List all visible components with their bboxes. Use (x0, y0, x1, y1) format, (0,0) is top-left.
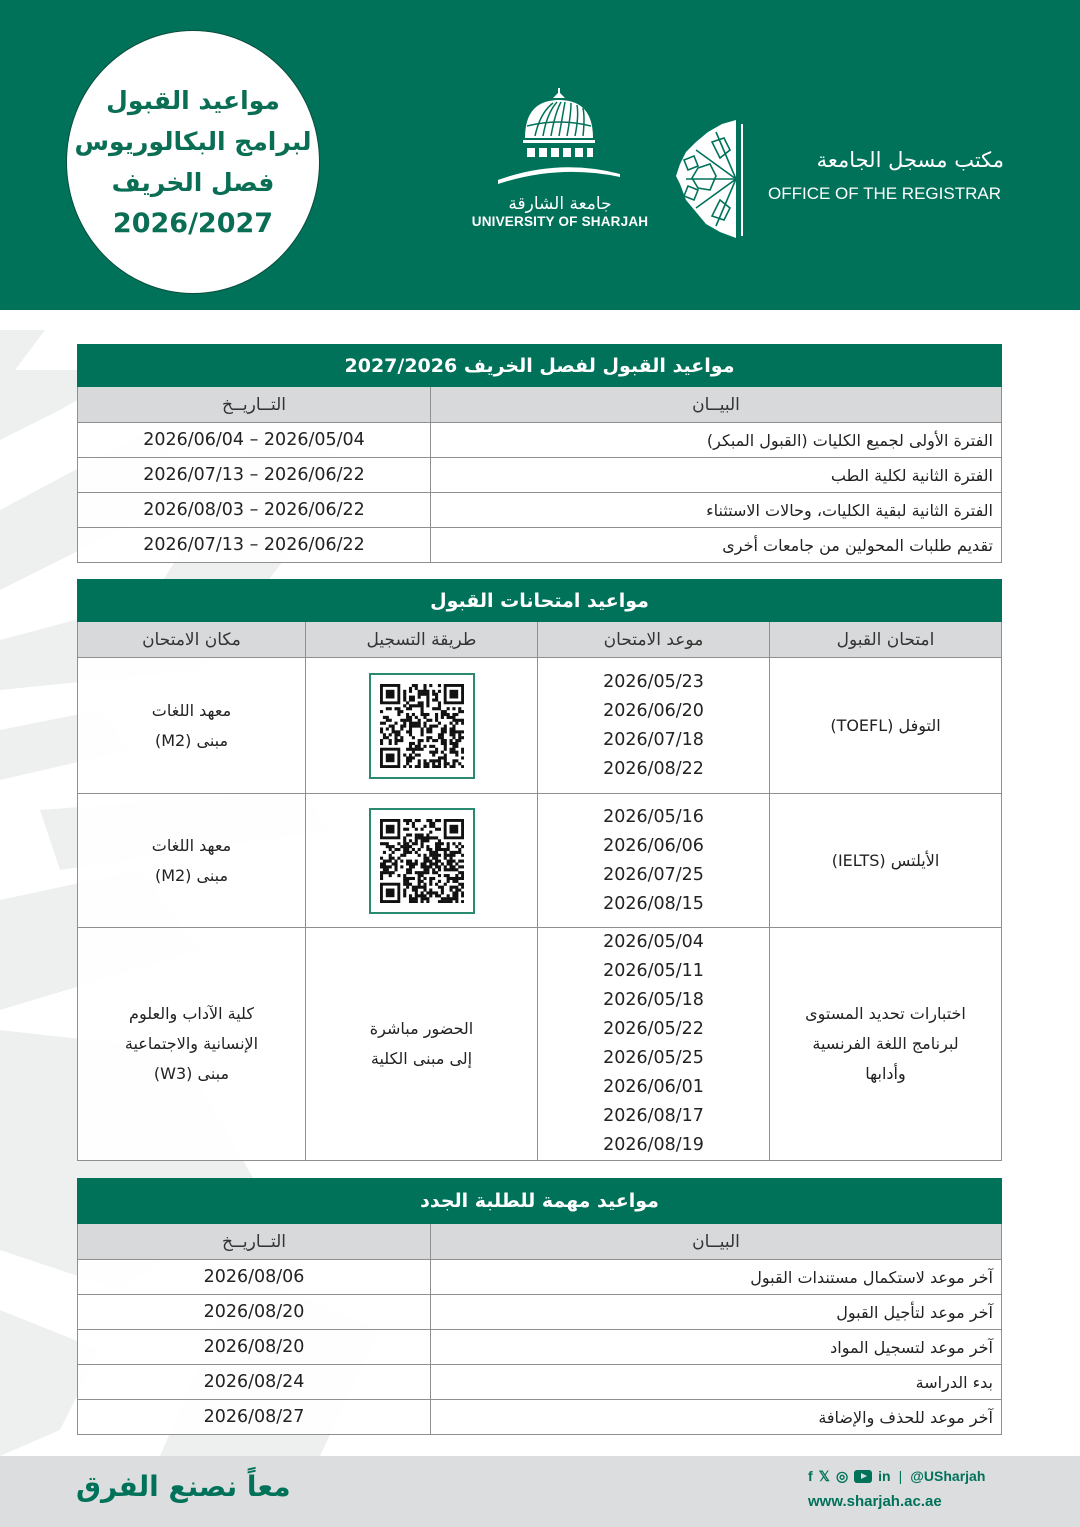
exam-date: 2026/05/16 (603, 806, 704, 827)
exam-date: 2026/08/19 (603, 1135, 704, 1155)
social-links (808, 1468, 985, 1484)
exam-location (78, 658, 306, 794)
row-description: آخر موعد للحذف والإضافة (431, 1400, 1002, 1435)
row-date: 2026/08/20 (78, 1295, 431, 1330)
exam-date: 2026/05/11 (603, 961, 704, 981)
exam-date: 2026/06/01 (603, 1077, 704, 1097)
row-date: 2026/08/03 – 2026/06/22 (78, 493, 431, 528)
exam-name-line: اختبارات تحديد المستوى (805, 1004, 966, 1023)
row-date: 2026/06/04 – 2026/05/04 (78, 423, 431, 458)
row-date: 2026/08/06 (78, 1260, 431, 1295)
exam-name-line: لبرنامج اللغة الفرنسية (812, 1034, 959, 1053)
registration-line: إلى مبنى الكلية (370, 1049, 473, 1068)
footer (0, 1456, 1080, 1527)
column-header-location: مكان الامتحان (78, 622, 306, 658)
column-header-exam: امتحان القبول (770, 622, 1002, 658)
slogan: معاً نصنع الفرق (76, 1470, 291, 1503)
location-line: كلية الآداب والعلوم (129, 1004, 254, 1023)
title-line-3: فصل الخريف (111, 168, 275, 197)
university-name-ar: جامعة الشارقة (508, 194, 612, 214)
location-line: معهد اللغات (151, 700, 232, 720)
admission-exams-table (77, 579, 1002, 1161)
exam-name (770, 928, 1002, 1161)
title-line-1: مواعيد القبول (106, 86, 280, 115)
exam-date: 2026/07/18 (603, 729, 704, 750)
exam-name-line: وأدابها (865, 1064, 906, 1083)
location-line: مبنى (M2) (154, 730, 229, 750)
location-line: مبنى (W3) (153, 1064, 230, 1083)
exam-date: 2026/08/17 (603, 1106, 704, 1126)
exam-date: 2026/08/22 (603, 758, 704, 779)
column-header-registration: طريقة التسجيل (306, 622, 538, 658)
separator: | (898, 1468, 903, 1484)
table-title: مواعيد امتحانات القبول (78, 580, 1002, 622)
row-description: آخر موعد لتسجيل المواد (431, 1330, 1002, 1365)
table-row (78, 423, 1002, 458)
exam-date: 2026/08/15 (603, 893, 704, 914)
row-date: 2026/07/13 – 2026/06/22 (78, 528, 431, 563)
youtube-icon[interactable] (854, 1470, 872, 1483)
table-row (78, 1295, 1002, 1330)
table-row (78, 1400, 1002, 1435)
row-date: 2026/08/24 (78, 1365, 431, 1400)
exam-date: 2026/05/23 (603, 671, 704, 692)
exam-dates (538, 928, 770, 1161)
exam-name: الأيلتس (IELTS) (770, 794, 1002, 928)
new-students-table (77, 1178, 1002, 1435)
exam-location (78, 794, 306, 928)
registration-method (306, 794, 538, 928)
exam-location (78, 928, 306, 1161)
facebook-icon[interactable]: f (808, 1468, 813, 1484)
column-header-description: البيــان (431, 387, 1002, 423)
table-row (78, 1260, 1002, 1295)
table-row (78, 928, 1002, 1161)
registration-method (306, 658, 538, 794)
location-line: معهد اللغات (151, 835, 232, 855)
university-logo (455, 88, 665, 238)
logo-divider (741, 124, 743, 236)
table-title: مواعيد مهمة للطلبة الجدد (78, 1179, 1002, 1224)
row-description: الفترة الثانية لكلية الطب (431, 458, 1002, 493)
table-row (78, 1365, 1002, 1400)
qr-code-icon (380, 819, 464, 903)
table-title: مواعيد القبول لفصل الخريف 2027/2026 (78, 345, 1002, 387)
ielts-qr-code[interactable] (369, 808, 475, 914)
table-row (78, 528, 1002, 563)
table-row (78, 493, 1002, 528)
table-row (78, 458, 1002, 493)
title-badge (66, 30, 320, 294)
exam-dates (538, 658, 770, 794)
column-header-description: البيــان (431, 1224, 1002, 1260)
row-description: آخر موعد لتأجيل القبول (431, 1295, 1002, 1330)
website-link[interactable]: www.sharjah.ac.ae (808, 1493, 942, 1510)
title-year: 2026/2027 (112, 208, 274, 239)
column-header-date: التــاريــخ (78, 387, 431, 423)
row-description: الفترة الأولى لجميع الكليات (القبول المبكر) (431, 423, 1002, 458)
row-date: 2026/07/13 – 2026/06/22 (78, 458, 431, 493)
exam-name: التوفل (TOEFL) (770, 658, 1002, 794)
column-header-exam-date: موعد الامتحان (538, 622, 770, 658)
linkedin-icon[interactable]: in (878, 1468, 891, 1484)
row-description: بدء الدراسة (431, 1365, 1002, 1400)
header-banner (0, 0, 1080, 310)
row-description: تقديم طلبات المحولين من جامعات أخرى (431, 528, 1002, 563)
title-line-2: لبرامج البكالوريوس (74, 127, 312, 156)
table-row (78, 1330, 1002, 1365)
table-row (78, 658, 1002, 794)
exam-date: 2026/07/25 (603, 864, 704, 885)
row-description: آخر موعد لاستكمال مستندات القبول (431, 1260, 1002, 1295)
exam-date: 2026/05/04 (603, 932, 704, 952)
registration-line: الحضور مباشرة (369, 1019, 474, 1038)
column-header-date: التــاريــخ (78, 1224, 431, 1260)
instagram-icon[interactable]: ◎ (835, 1468, 849, 1484)
qr-code-icon (380, 684, 464, 768)
university-name-en: UNIVERSITY OF SHARJAH (471, 214, 649, 229)
row-date: 2026/08/27 (78, 1400, 431, 1435)
registrar-name-en: OFFICE OF THE REGISTRAR (768, 184, 1001, 203)
dome-icon (495, 88, 625, 188)
exam-date: 2026/06/06 (603, 835, 704, 856)
exam-date: 2026/06/20 (603, 700, 704, 721)
location-line: الإنسانية والاجتماعية (124, 1034, 259, 1053)
registrar-name-ar: مكتب مسجل الجامعة (816, 148, 1004, 172)
row-description: الفترة الثانية لبقية الكليات، وحالات الاستثناء (431, 493, 1002, 528)
registration-method (306, 928, 538, 1161)
exam-date: 2026/05/18 (603, 990, 704, 1010)
table-row (78, 794, 1002, 928)
exam-date: 2026/05/25 (603, 1048, 704, 1068)
registrar-emblem-icon (676, 120, 736, 238)
admission-dates-table (77, 344, 1002, 563)
row-date: 2026/08/20 (78, 1330, 431, 1365)
x-icon[interactable]: 𝕏 (818, 1468, 830, 1484)
toefl-qr-code[interactable] (369, 673, 475, 779)
exam-dates (538, 794, 770, 928)
exam-date: 2026/05/22 (603, 1019, 704, 1039)
location-line: مبنى (M2) (154, 865, 229, 885)
social-handle[interactable]: @USharjah (910, 1468, 986, 1484)
